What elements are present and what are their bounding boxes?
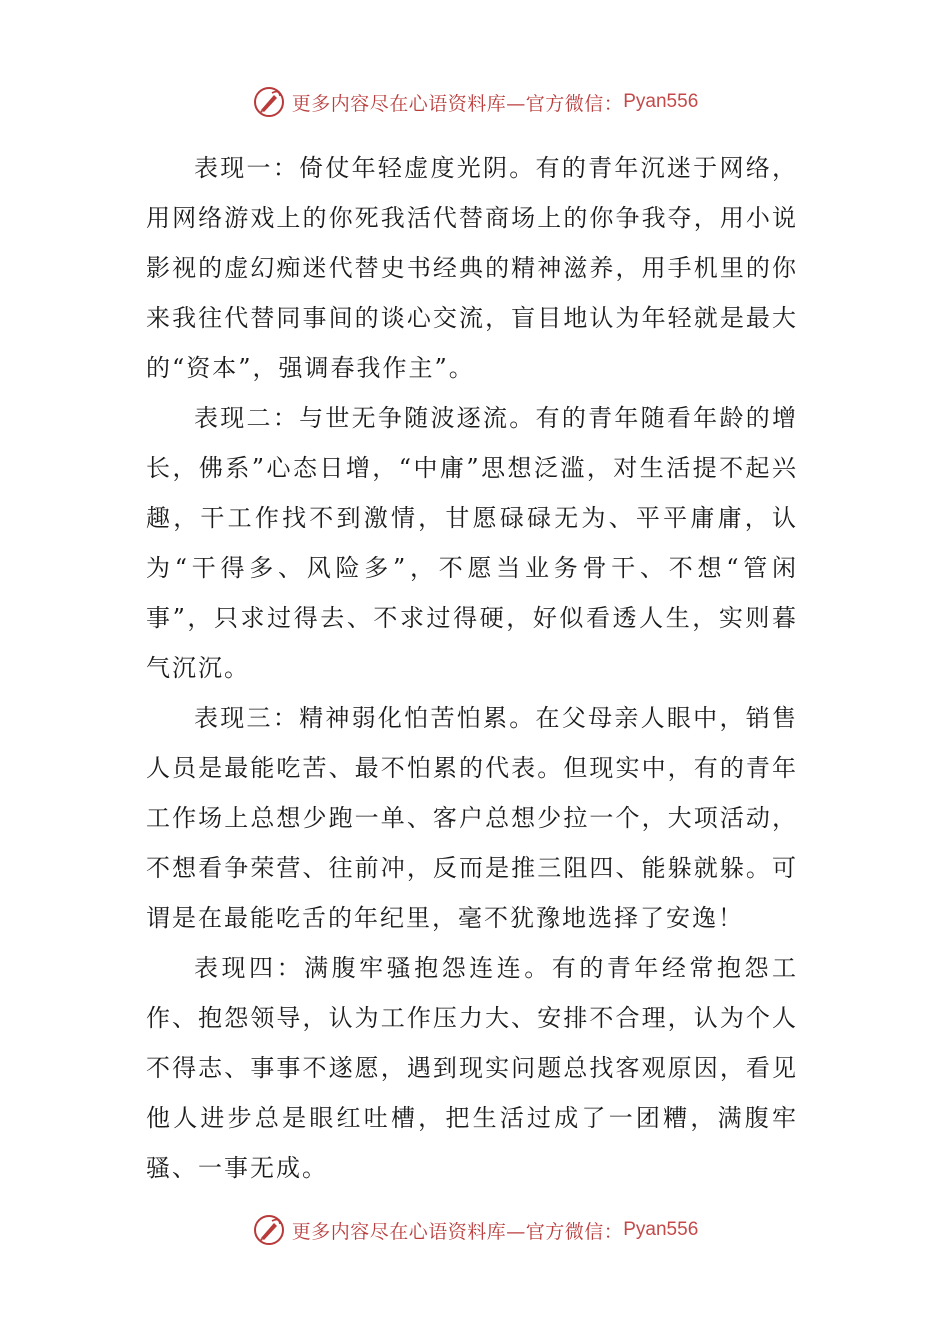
footer-banner: [0, 1210, 950, 1250]
paragraph-4: 表现四：满腹牢骚抱怨连连。有的青年经常抱怨工作、抱怨领导，认为工作压力大、安排不合理，认为个人不得志、事事不遂愿，遇到现实问题总找客观原因，看见他人进步总是眼红吐槽，把生活过成了一团糟，满腹牢骚、一事无成。: [146, 954, 798, 1182]
document-body: [146, 143, 798, 1193]
paragraph-3: 表现三：精神弱化怕苦怕累。在父母亲人眼中，销售人员是最能吃苦、最不怕累的代表。但现实中，有的青年工作场上总想少跑一单、客户总想少拉一个，大项活动，不想看争荣营、往前冲，反而是推三阻四、能躲就躲。可谓是在最能吃舌的年纪里，毫不犹豫地选择了安逸！: [146, 704, 798, 932]
footer-banner-text: 更多内容尽在心语资料库—官方微信：: [291, 1220, 624, 1243]
paragraph-1: 表现一：倚仗年轻虚度光阴。有的青年沉迷于网络，用网络游戏上的你死我活代替商场上的你争我夺，用小说影视的虚幻痴迷代替史书经典的精神滋养，用手机里的你来我往代替同事间的谈心交流，盲目地认为年轻就是最大的“资本”，强调春我作主”。: [146, 154, 798, 382]
footer-wechat-id: Pyan556: [623, 1219, 699, 1240]
header-wechat-id: Pyan556: [623, 91, 699, 112]
paragraph-2: 表现二：与世无争随波逐流。有的青年随看年龄的增长，佛系”心态日增，“中庸”思想泛滥，对生活提不起兴趣，干工作找不到激情，甘愿碌碌无为、平平庸庸，认为“干得多、风险多”，不愿当业务骨干、不想“管闲事”，只求过得去、不求过得硬，好似看透人生，实则暮气沉沉。: [146, 404, 798, 682]
pen-logo-icon: [252, 85, 286, 119]
header-banner-text: 更多内容尽在心语资料库—官方微信：: [291, 92, 624, 115]
header-banner: [0, 82, 950, 122]
pen-logo-icon: [252, 1213, 286, 1247]
